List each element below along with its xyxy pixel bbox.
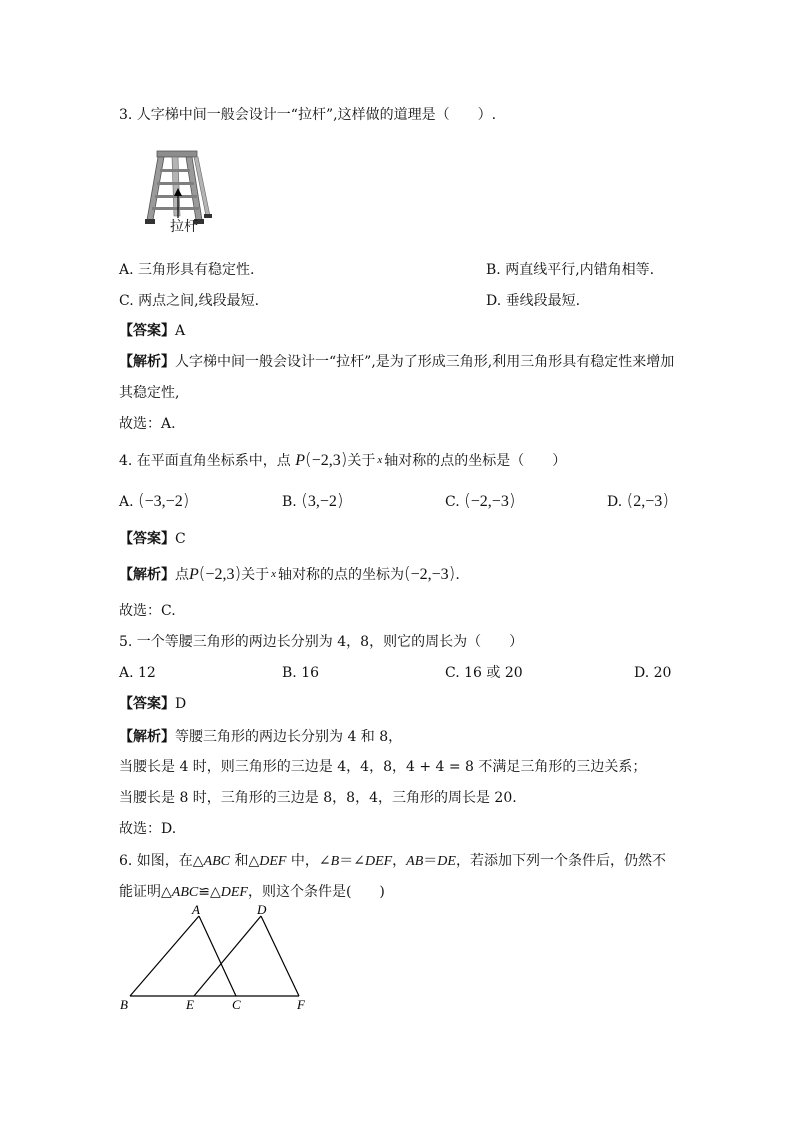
- triangle-abc: ABC: [171, 885, 199, 900]
- segment-ab-line: [130, 916, 199, 996]
- analysis-mid: 关于: [241, 567, 270, 583]
- triangle-def: DEF: [220, 885, 248, 900]
- angle-def: DEF: [364, 854, 393, 869]
- ladder-pull-rod-label: 拉杆: [170, 219, 198, 235]
- q4-stem-prefix: 4. 在平面直角坐标系中，点: [119, 453, 291, 469]
- q3-answer: [119, 322, 185, 340]
- option-label: C.: [445, 494, 460, 510]
- analysis-tag: 【解析】: [119, 567, 175, 583]
- q5-analysis-line2: 当腰长是 4 时，则三角形的三边是 4，4，8，4 + 4 = 8 不满足三角形的三边关系；: [119, 759, 647, 775]
- point-label-e: E: [186, 997, 194, 1012]
- q3-analysis-line2: 其稳定性,: [119, 385, 180, 401]
- result-coords: −2,−3: [410, 566, 449, 583]
- q5-option-b: B. 16: [282, 665, 320, 681]
- q3-option-a: A. 三角形具有稳定性.: [119, 262, 255, 278]
- segment-de: DE: [437, 854, 456, 869]
- option-label: B.: [282, 494, 297, 510]
- q6-text: ，若添加下列一个条件后，仍然不: [455, 853, 666, 869]
- triangle-abc: ABC: [203, 854, 231, 869]
- q6-text: 和△: [230, 853, 260, 869]
- point-coords: −2,3: [205, 566, 235, 583]
- point-label-c: C: [232, 997, 241, 1012]
- answer-value: A: [175, 323, 186, 339]
- q5-answer: [119, 695, 186, 713]
- option-label: A.: [119, 494, 134, 510]
- q6-text: ，: [392, 853, 407, 869]
- axis-var: x: [271, 568, 276, 580]
- q4-option-d: D. (2,−3): [607, 491, 669, 511]
- answer-tag: 【答案】: [119, 531, 175, 547]
- q4-stem-mid: 关于: [347, 453, 376, 469]
- q3-conclusion: 故选：A.: [119, 416, 176, 432]
- point-coords: −2,3: [311, 452, 341, 469]
- q6-text: ≌△: [198, 884, 221, 900]
- q5-analysis: [119, 728, 402, 746]
- analysis-text: 等腰三角形的两边长分别为 4 和 8，: [175, 729, 403, 745]
- point-label-f: F: [297, 997, 305, 1012]
- analysis-text: 人字梯中间一般会设计一“拉杆”,是为了形成三角形,利用三角形具有稳定性来增加: [175, 354, 675, 370]
- option-coords: 3,−2: [307, 493, 337, 510]
- answer-tag: 【答案】: [119, 323, 175, 339]
- segment-df-line: [261, 916, 299, 996]
- q4-option-c: C. (−2,−3): [445, 491, 516, 511]
- angle-b: B: [330, 854, 340, 869]
- q5-stem: 5. 一个等腰三角形的两边长分别为 4，8，则它的周长为（ ）: [119, 634, 524, 650]
- q4-stem-suffix: 轴对称的点的坐标是（ ）: [384, 453, 567, 469]
- analysis-prefix: 点: [175, 567, 189, 583]
- q5-conclusion: 故选：D.: [119, 821, 177, 837]
- answer-value: C: [175, 531, 186, 547]
- point-name: P: [295, 452, 306, 469]
- point-label-b: B: [120, 997, 128, 1012]
- triangles-figure: [115, 900, 325, 1015]
- q5-analysis-line3: 当腰长是 8 时，三角形的三边是 8，8，4，三角形的周长是 20.: [119, 790, 517, 806]
- q3-stem: 3. 人字梯中间一般会设计一“拉杆”,这样做的道理是（ ）.: [119, 107, 497, 123]
- q5-option-d: D. 20: [634, 665, 672, 681]
- q4-analysis: 【解析】点P(−2,3)关于 x 轴对称的点的坐标为(−2,−3).: [119, 564, 460, 584]
- segment-ab: AB: [406, 854, 424, 869]
- q6-text: 中，∠: [286, 853, 331, 869]
- q5-option-a: A. 12: [119, 665, 156, 681]
- q6-text: ＝∠: [339, 853, 365, 869]
- option-coords: 2,−3: [633, 493, 663, 510]
- option-coords: −3,−2: [144, 493, 183, 510]
- q4-option-b: B. (3,−2): [282, 491, 344, 511]
- analysis-tag: 【解析】: [119, 729, 175, 745]
- q4-stem: 4. 在平面直角坐标系中，点 P(−2,3)关于 x 轴对称的点的坐标是（ ）: [119, 450, 567, 470]
- point-label-d: D: [257, 902, 267, 917]
- axis-var: x: [377, 454, 383, 466]
- analysis-tag: 【解析】: [119, 354, 175, 370]
- answer-tag: 【答案】: [119, 696, 175, 712]
- triangle-def: DEF: [259, 854, 287, 869]
- q3-analysis: [119, 353, 674, 371]
- q6-text: ＝: [423, 853, 438, 869]
- q6-text: ，则这个条件是( ): [247, 884, 385, 900]
- analysis-suffix: 轴对称的点的坐标为: [277, 567, 404, 583]
- answer-value: D: [175, 696, 187, 712]
- q3-option-c: C. 两点之间,线段最短.: [119, 293, 260, 309]
- option-label: D.: [607, 494, 623, 510]
- q4-answer: [119, 530, 186, 548]
- q6-text: 能证明△: [119, 884, 172, 900]
- point-label-a: A: [192, 902, 200, 917]
- point-name: P: [189, 566, 199, 583]
- q4-option-a: A. (−3,−2): [119, 491, 190, 511]
- q6-stem-line1: [119, 852, 666, 871]
- option-coords: −2,−3: [470, 493, 509, 510]
- q6-text: 6. 如图，在△: [119, 853, 204, 869]
- q3-option-b: B. 两直线平行,内错角相等.: [486, 262, 655, 278]
- q3-option-d: D. 垂线段最短.: [486, 293, 581, 309]
- q5-option-c: C. 16 或 20: [445, 665, 523, 681]
- q4-conclusion: 故选：C.: [119, 603, 176, 619]
